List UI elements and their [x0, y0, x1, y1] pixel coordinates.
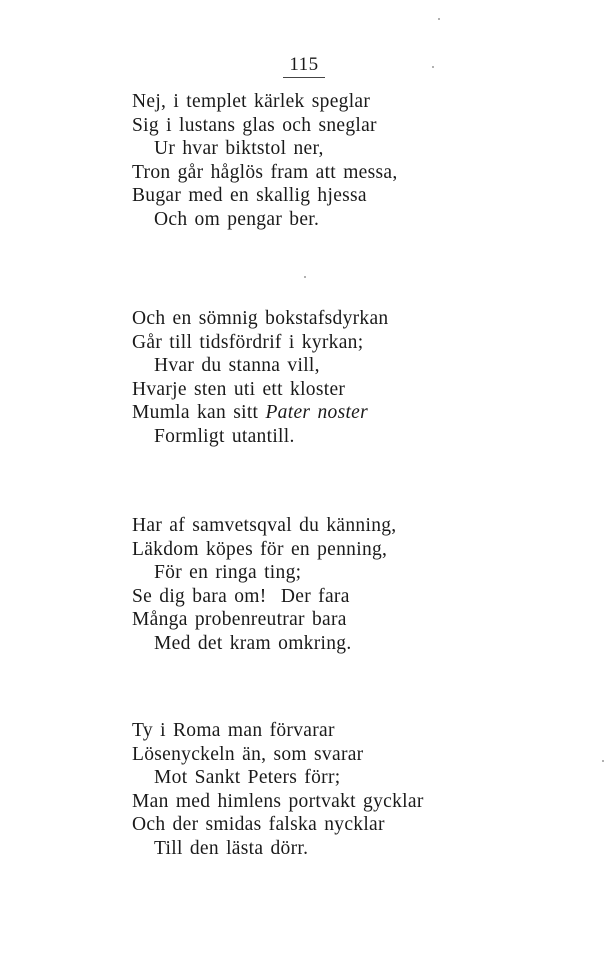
- poem-line: Går till tidsfördrif i kyrkan;: [132, 331, 364, 353]
- stanza-1: [132, 90, 572, 232]
- poem-line: Formligt utantill.: [154, 425, 295, 447]
- poem-line: Till den lästa dörr.: [154, 837, 309, 859]
- poem-line: Lösenyckeln än, som svarar: [132, 743, 364, 765]
- poem-line: Mot Sankt Peters förr;: [154, 767, 341, 789]
- poem-line: Hvarje sten uti ett kloster: [132, 378, 346, 400]
- poem-line: Ur hvar biktstol ner,: [154, 138, 324, 160]
- paper-speck: [432, 66, 434, 68]
- page-number-text: 115: [283, 54, 324, 78]
- paper-speck: [304, 276, 306, 278]
- poem-line: Ty i Roma man förvarar: [132, 720, 335, 741]
- poem-line: Och om pengar ber.: [154, 208, 320, 230]
- poem-line: Se dig bara om! Der fara: [132, 585, 350, 607]
- poem-line: Man med himlens portvakt gycklar: [132, 790, 424, 812]
- poem-line: Och der smidas falska nycklar: [132, 814, 385, 836]
- poem-line: Med det kram omkring.: [154, 632, 352, 654]
- poem-line: Bugar med en skallig hjessa: [132, 185, 367, 207]
- poem-line: Tron går håglös fram att messa,: [132, 161, 398, 183]
- stanza-2: [132, 307, 572, 449]
- page-number: [0, 54, 608, 78]
- poem-line-italic: Pater noster: [265, 402, 369, 424]
- poem-line: [132, 401, 572, 425]
- poem-line-text: Mumla kan sitt: [132, 402, 259, 424]
- poem-line: Har af samvetsqval du känning,: [132, 515, 397, 536]
- paper-speck: [438, 18, 440, 20]
- poem-line: Många probenreutrar bara: [132, 609, 347, 631]
- poem-line: Läkdom köpes för en penning,: [132, 538, 388, 560]
- poem-line: För en ringa ting;: [154, 562, 302, 584]
- stanza-4: [132, 719, 572, 861]
- poem-line: Sig i lustans glas och sneglar: [132, 114, 377, 136]
- poem-line: Nej, i templet kärlek speglar: [132, 91, 371, 112]
- poem-line: Hvar du stanna vill,: [154, 355, 320, 377]
- stanza-3: [132, 514, 572, 656]
- paper-speck: [602, 760, 604, 762]
- poem-line: Och en sömnig bokstafsdyrkan: [132, 308, 389, 329]
